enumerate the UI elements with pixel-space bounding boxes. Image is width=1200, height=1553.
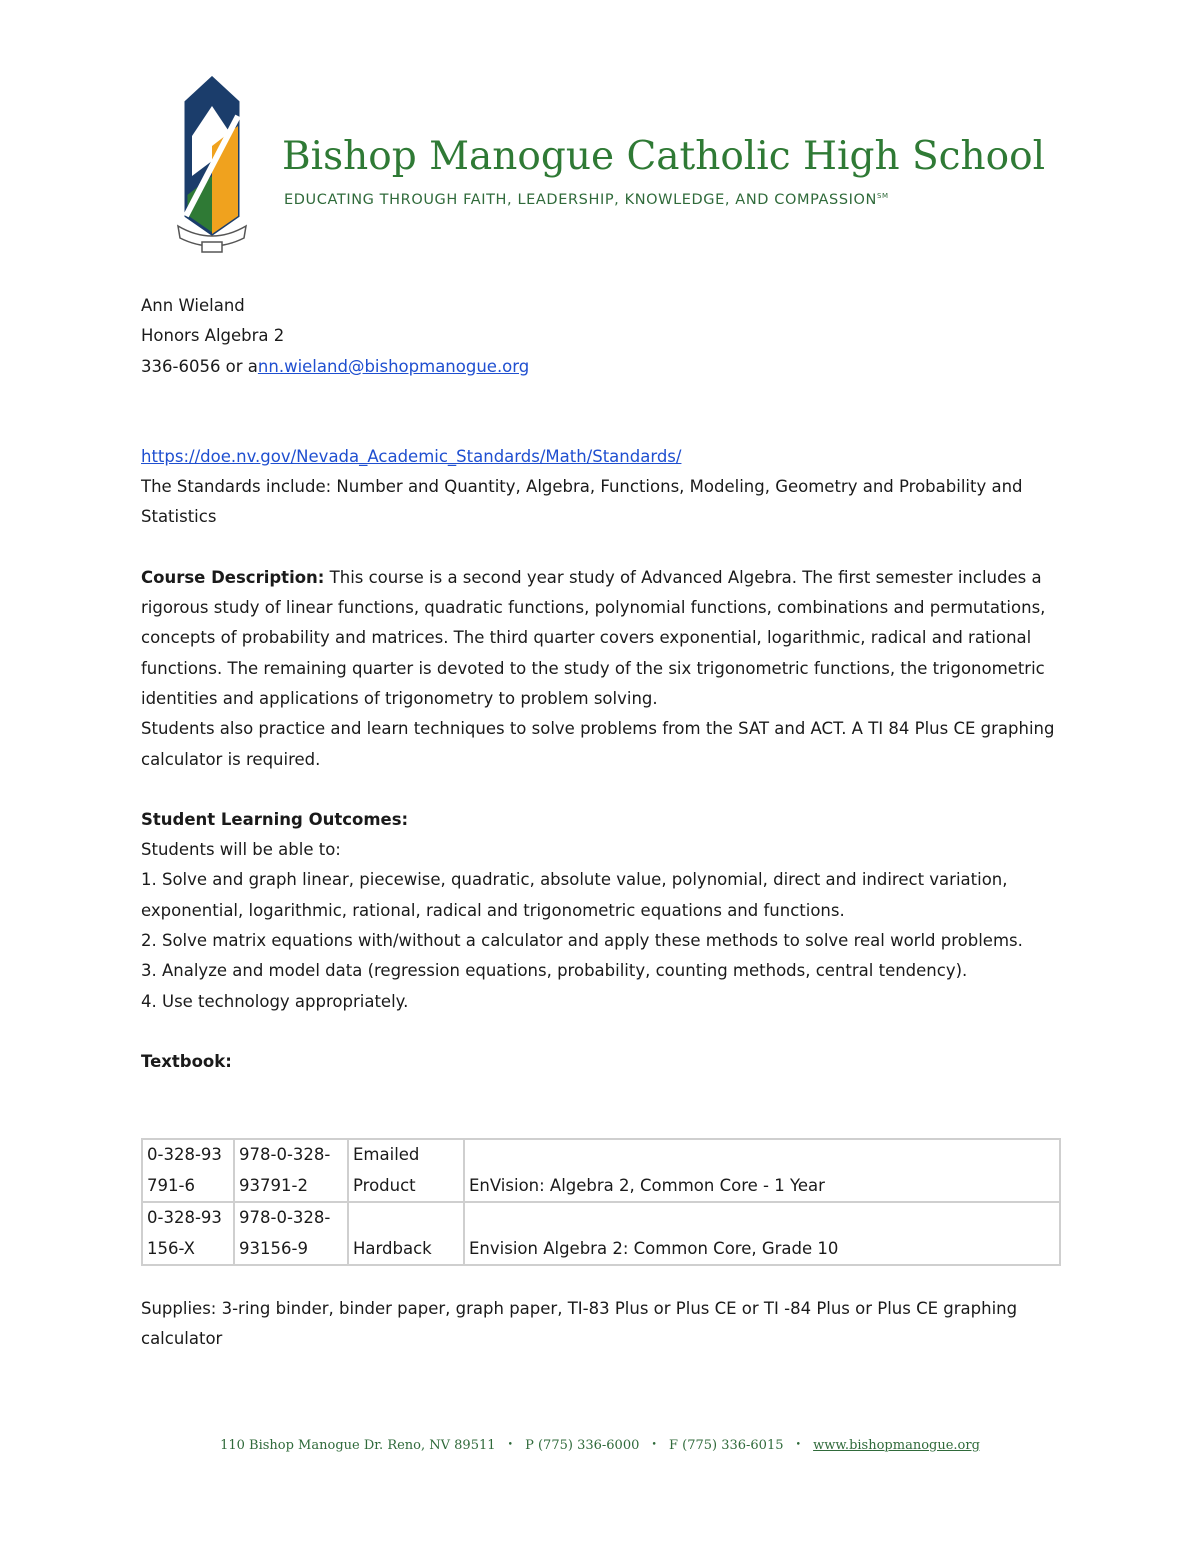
footer-fax: F (775) 336-6015 — [668, 1438, 784, 1453]
footer-website-link[interactable]: www.bishopmanogue.org — [813, 1438, 980, 1453]
bullet-separator: • — [507, 1440, 513, 1450]
format-cell: Emailed Product — [348, 1139, 464, 1202]
table-row — [142, 1139, 1060, 1202]
title-cell: EnVision: Algebra 2, Common Core - 1 Year — [464, 1139, 1060, 1202]
course-description-label: Course Description: — [141, 567, 325, 587]
outcome-item: 1. Solve and graph linear, piecewise, quadratic, absolute value, polynomial, direct and indirect variation, exponential, logarithmic, rational, radical and trigonometric equations and functions. — [141, 870, 1008, 920]
course-description-text: This course is a second year study of Advanced Algebra. The first semester includes a rigorous study of linear functions, quadratic functions, polynomial functions, combinations and permutations, concepts of probability and matrices. The third quarter covers exponential, logarithmic, radical and rational functions. The remaining quarter is devoted to the study of the six trigonometric functions, the trigonometric identities and applications of trigonometry to problem solving. — [141, 567, 1046, 708]
format-cell: Hardback — [348, 1202, 464, 1265]
letterhead — [172, 76, 1046, 256]
isbn10-cell: 0-328-93 156-X — [142, 1202, 234, 1265]
footer-phone: P (775) 336-6000 — [525, 1438, 640, 1453]
course-description-extra: Students also practice and learn techniques to solve problems from the SAT and ACT. A TI 84 Plus CE graphing calculator is required. — [141, 719, 1055, 769]
standards-text: The Standards include: Number and Quantity, Algebra, Functions, Modeling, Geometry and Probability and Statistics — [141, 477, 1023, 527]
isbn10-cell: 0-328-93 791-6 — [142, 1139, 234, 1202]
outcome-item: 2. Solve matrix equations with/without a calculator and apply these methods to solve real world problems. — [141, 931, 1023, 951]
bullet-separator: • — [795, 1440, 801, 1450]
tagline-text: EDUCATING THROUGH FAITH, LEADERSHIP, KNOWLEDGE, AND COMPASSION — [284, 192, 877, 208]
school-name: Bishop Manogue Catholic High School — [282, 134, 1046, 179]
footer — [0, 1438, 1200, 1453]
supplies-text: Supplies: 3-ring binder, binder paper, graph paper, TI-83 Plus or Plus CE or TI -84 Plus or Plus CE graphing calculator — [141, 1299, 1018, 1349]
outcomes-intro: Students will be able to: — [141, 840, 341, 860]
standards-link[interactable]: https://doe.nv.gov/Nevada_Academic_Standards/Math/Standards/ — [141, 446, 682, 466]
service-mark: SM — [876, 192, 889, 201]
course-name: Honors Algebra 2 — [141, 326, 285, 346]
footer-address: 110 Bishop Manogue Dr. Reno, NV 89511 — [220, 1438, 496, 1453]
contact-line — [141, 352, 1061, 382]
syllabus-body — [141, 291, 1061, 1077]
isbn13-cell: 978-0-328- 93791-2 — [234, 1139, 348, 1202]
bullet-separator: • — [651, 1440, 657, 1450]
school-tagline — [284, 192, 889, 208]
email-link[interactable]: nn.wieland@bishopmanogue.org — [257, 356, 530, 376]
outcome-item: 4. Use technology appropriately. — [141, 991, 409, 1011]
school-crest-icon — [172, 76, 252, 256]
title-cell: Envision Algebra 2: Common Core, Grade 10 — [464, 1202, 1060, 1265]
outcome-item: 3. Analyze and model data (regression equations, probability, counting methods, central tendency). — [141, 961, 968, 981]
course-description — [141, 563, 1061, 714]
textbook-heading: Textbook: — [141, 1051, 232, 1071]
teacher-name: Ann Wieland — [141, 296, 245, 315]
isbn13-cell: 978-0-328- 93156-9 — [234, 1202, 348, 1265]
table-row — [142, 1202, 1060, 1265]
phone-number: 336-6056 or a — [141, 356, 258, 376]
outcomes-heading: Student Learning Outcomes: — [141, 809, 409, 829]
textbook-table — [141, 1138, 1061, 1266]
standards-link-line — [141, 442, 1061, 472]
